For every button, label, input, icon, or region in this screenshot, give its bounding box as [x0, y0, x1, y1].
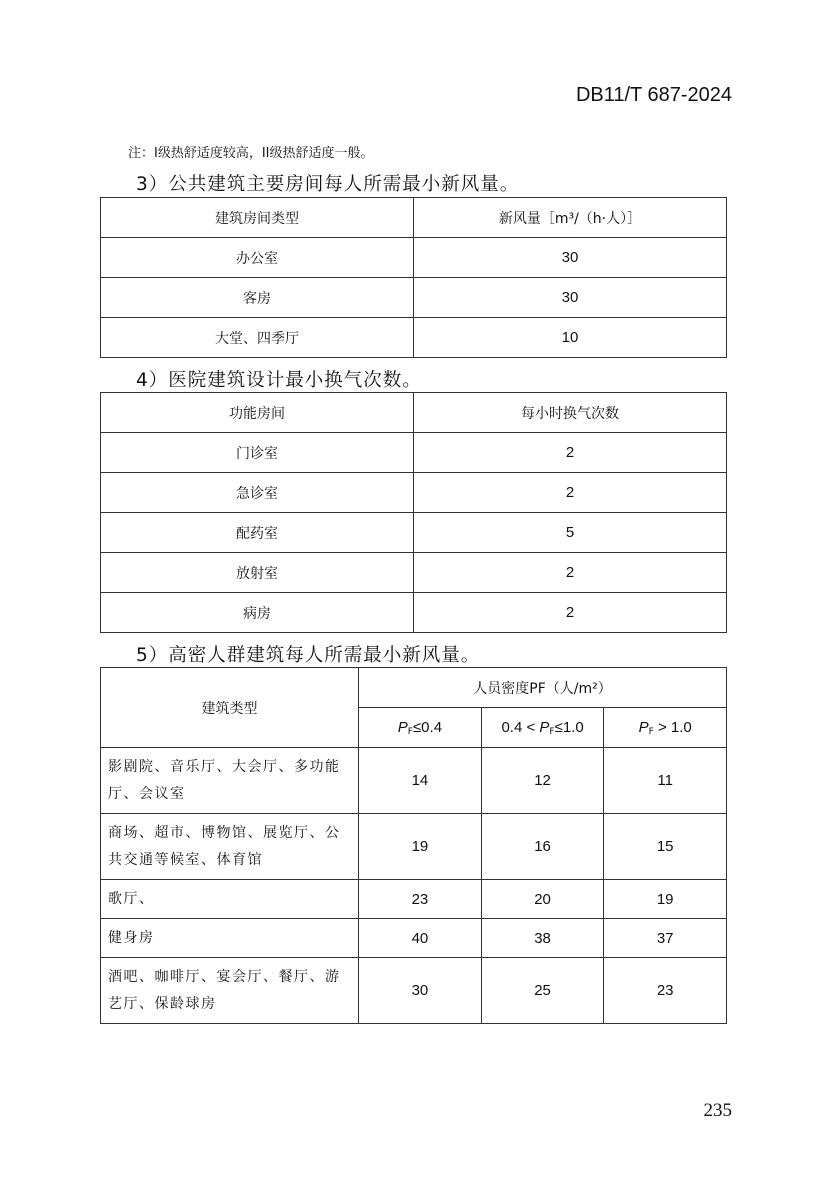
building-type-cell: 歌厅、: [101, 880, 359, 919]
building-type-cell: 影剧院、音乐厅、大会厅、多功能厅、会议室: [101, 748, 359, 814]
value-cell: 5: [414, 513, 727, 553]
value-cell: 30: [414, 238, 727, 278]
table-note: 注：I级热舒适度较高，II级热舒适度一般。: [128, 146, 374, 161]
header-density-high: $P_F > 1.0$: [604, 708, 727, 748]
building-type-cell: 健身房: [101, 919, 359, 958]
value-cell: 23: [359, 880, 482, 919]
value-cell: 23: [604, 958, 727, 1024]
value-cell: 30: [414, 278, 727, 318]
table-row: [101, 278, 727, 318]
room-type-cell: 办公室: [101, 238, 414, 278]
value-cell: 2: [414, 553, 727, 593]
table-row: [101, 919, 727, 958]
table-header-row: [101, 393, 727, 433]
table-row: [101, 958, 727, 1024]
table-row: [101, 513, 727, 553]
table-row: [101, 318, 727, 358]
value-cell: 2: [414, 593, 727, 633]
value-cell: 2: [414, 473, 727, 513]
header-fresh-air: 新风量［m³/（h·人）］: [414, 198, 727, 238]
header-room-type: 建筑房间类型: [101, 198, 414, 238]
fresh-air-table: [100, 197, 727, 358]
room-cell: 门诊室: [101, 433, 414, 473]
table-header-row: [101, 668, 727, 708]
room-cell: 病房: [101, 593, 414, 633]
section-4-title: 4）医院建筑设计最小换气次数。: [136, 370, 422, 391]
table-row: [101, 473, 727, 513]
value-cell: 20: [481, 880, 604, 919]
table-row: [101, 880, 727, 919]
room-type-cell: 客房: [101, 278, 414, 318]
header-air-changes: 每小时换气次数: [414, 393, 727, 433]
table-row: [101, 553, 727, 593]
header-density-low: $P_F\le 0.4$: [359, 708, 482, 748]
page-number: 235: [703, 1100, 732, 1121]
room-cell: 急诊室: [101, 473, 414, 513]
value-cell: 11: [604, 748, 727, 814]
value-cell: 14: [359, 748, 482, 814]
section-5-title: 5）高密人群建筑每人所需最小新风量。: [136, 645, 481, 666]
table-row: [101, 433, 727, 473]
table-row: [101, 748, 727, 814]
value-cell: 38: [481, 919, 604, 958]
table-row: [101, 814, 727, 880]
value-cell: 40: [359, 919, 482, 958]
document-code: DB11/T 687-2024: [575, 84, 732, 106]
table-row: [101, 238, 727, 278]
header-function-room: 功能房间: [101, 393, 414, 433]
value-cell: 30: [359, 958, 482, 1024]
room-cell: 配药室: [101, 513, 414, 553]
value-cell: 2: [414, 433, 727, 473]
room-type-cell: 大堂、四季厅: [101, 318, 414, 358]
table-header-row: [101, 198, 727, 238]
value-cell: 10: [414, 318, 727, 358]
table-row: [101, 593, 727, 633]
value-cell: 16: [481, 814, 604, 880]
value-cell: 37: [604, 919, 727, 958]
building-type-cell: 商场、超市、博物馆、展览厅、公共交通等候室、体育馆: [101, 814, 359, 880]
value-cell: 19: [359, 814, 482, 880]
value-cell: 12: [481, 748, 604, 814]
building-type-cell: 酒吧、咖啡厅、宴会厅、餐厅、游艺厅、保龄球房: [101, 958, 359, 1024]
header-density-mid: $0.4 < P_F\le 1.0$: [481, 708, 604, 748]
room-cell: 放射室: [101, 553, 414, 593]
section-3-title: 3）公共建筑主要房间每人所需最小新风量。: [136, 174, 520, 195]
value-cell: 19: [604, 880, 727, 919]
header-building-type: 建筑类型: [101, 668, 359, 748]
header-density: 人员密度PF（人/m²）: [359, 668, 727, 708]
value-cell: 25: [481, 958, 604, 1024]
hospital-air-change-table: [100, 392, 727, 633]
high-density-fresh-air-table: [100, 667, 727, 1024]
value-cell: 15: [604, 814, 727, 880]
